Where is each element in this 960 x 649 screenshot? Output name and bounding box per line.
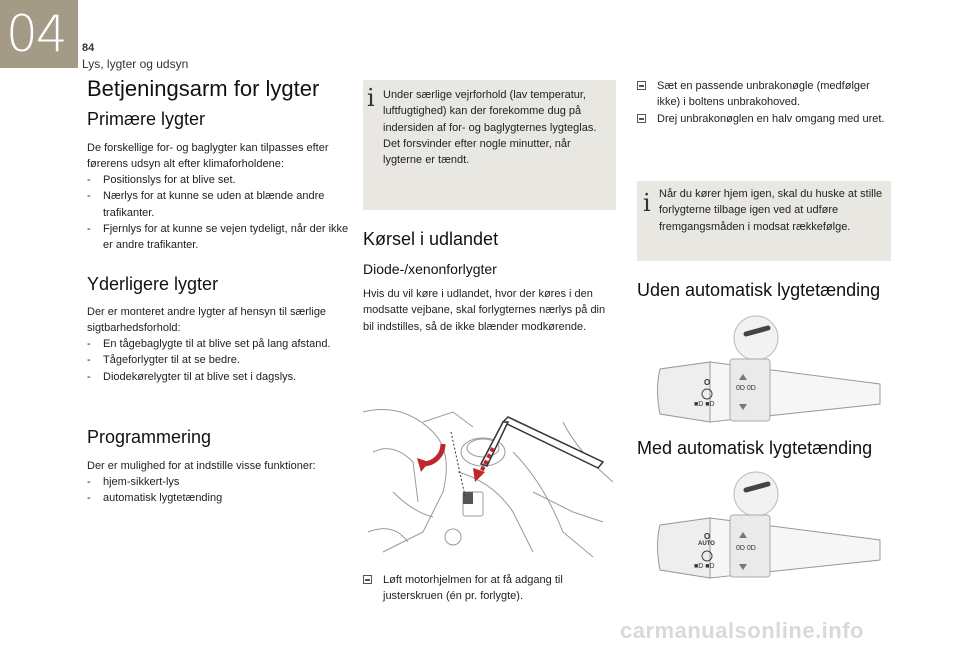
primary-lights-intro: De forskellige for- og baglygter kan tilpasses efter førerens udsyn alt efter klimaforholdene: (87, 142, 329, 171)
section-title: Lys, lygter og udsyn (82, 57, 189, 71)
info-box-return (637, 181, 891, 261)
list-item: - hjem-sikkert-lys (87, 476, 180, 488)
auto-lighting-heading: Med automatisk lygtetænding (637, 438, 873, 458)
list-item: - Tågeforlygter til at se bedre. (87, 354, 240, 367)
list-item: - En tågebaglygte til at blive set på lang afstand. (87, 338, 331, 350)
additional-lights-list (87, 336, 349, 385)
programming-intro: Der er mulighed for at indstille visse funktioner: (87, 460, 316, 472)
stalk-auto-figure (650, 470, 890, 590)
info-icon: i (367, 84, 375, 112)
info-text: Under særlige vejrforhold (lav temperatur, luftfugtighed) kan der forekomme dug på indersiden af for- og baglygternes lygteglas. Det forsvinder efter nogle minutter, når lygterne er tændt. (383, 89, 597, 167)
watermark: carmanualsonline.info (620, 618, 864, 643)
list-item: Sæt en passende unbrakonøgle (medfølger ikke) i boltens unbrakohoved. (637, 78, 891, 111)
diode-xenon-heading: Diode-/xenonforlygter (363, 261, 497, 277)
additional-lights-intro: Der er monteret andre lygter af hensyn til særlige sigtbarhedsforhold: (87, 306, 327, 335)
chapter-number: 04 (6, 5, 66, 63)
programming-heading: Programmering (87, 427, 212, 447)
stalk-off-label: O (704, 378, 711, 387)
stalk-manual-illustration (650, 314, 890, 434)
chapter-tab (0, 0, 78, 68)
info-text: Når du kører hjem igen, skal du huske at stille forlygterne tilbage igen ved at udføre fremgangsmåden i modsat rækkefølge. (659, 188, 883, 233)
stalk-auto-illustration (650, 470, 890, 590)
list-item: - Positionslys for at blive set. (87, 174, 236, 186)
list-item: - automatisk lygtetænding (87, 492, 223, 505)
driving-abroad-text: Hvis du vil køre i udlandet, hvor der køres i den modsatte vejbane, skal forlygternes nærlys på din bil indstilles, så de ikke blænder modkørende. (363, 288, 606, 333)
engine-bay-illustration (363, 392, 616, 562)
page-number: 84 (82, 42, 95, 54)
step-list-col3 (637, 78, 891, 127)
page-title: Betjeningsarm for lygter (87, 76, 320, 101)
svg-text:■D ■D: ■D ■D (694, 401, 715, 408)
step-list-col2 (363, 572, 615, 605)
list-item: Drej unbrakonøglen en halv omgang med uret. (637, 111, 891, 127)
list-item: - Diodekørelygter til at blive set i dagslys. (87, 370, 297, 383)
info-icon: i (643, 189, 651, 217)
svg-text:0D 0D: 0D 0D (736, 385, 756, 392)
info-box-condensation (363, 80, 616, 210)
svg-text:0D 0D: 0D 0D (736, 545, 756, 552)
driving-abroad-heading: Kørsel i udlandet (363, 229, 499, 249)
list-item: - Nærlys for at kunne se uden at blænde andre trafikanter. (87, 190, 325, 219)
programming-list (87, 474, 349, 507)
svg-text:■D ■D: ■D ■D (694, 563, 715, 570)
stalk-auto-label: AUTO (698, 541, 715, 547)
no-auto-lighting-heading: Uden automatisk lygtetænding (637, 280, 881, 300)
list-item: Løft motorhjelmen for at få adgang til justerskruen (én pr. forlygte). (363, 572, 615, 605)
primary-lights-heading: Primære lygter (87, 109, 206, 129)
stalk-manual-figure (650, 314, 890, 434)
adjuster-screw-icon (463, 492, 473, 504)
primary-lights-list (87, 172, 349, 253)
list-item: - Fjernlys for at kunne se vejen tydeligt, når der ikke er andre trafikanter. (87, 222, 349, 252)
stalk-off-label: O (704, 532, 711, 541)
additional-lights-heading: Yderligere lygter (87, 274, 219, 294)
headlamp-adjustment-figure (363, 392, 616, 562)
